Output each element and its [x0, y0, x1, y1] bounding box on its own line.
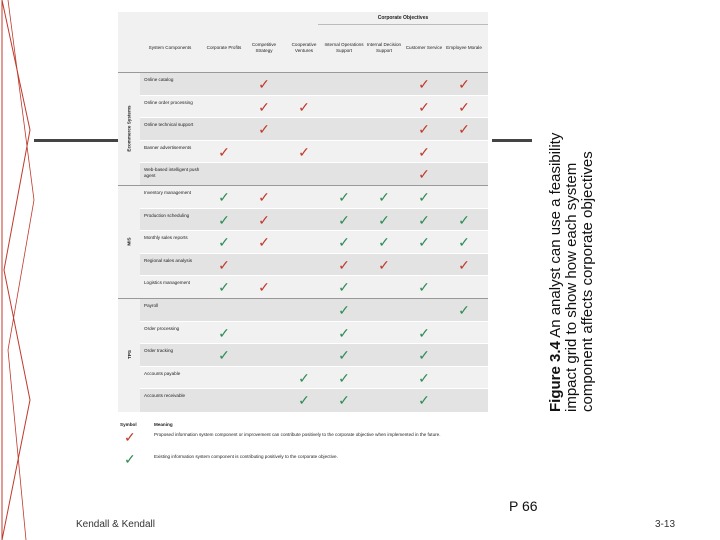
existing-check-icon: ✓	[218, 211, 230, 228]
existing-check-icon: ✓	[218, 347, 230, 364]
existing-check-icon: ✓	[418, 369, 430, 386]
grid-row	[140, 230, 488, 254]
existing-check-icon: ✓	[338, 211, 350, 228]
grid-row	[140, 72, 488, 96]
existing-check-icon: ✓	[418, 347, 430, 364]
legend-symbol-header: Symbol	[120, 422, 137, 427]
column-header: Customer Service	[405, 45, 443, 51]
row-label: Order tracking	[144, 348, 174, 354]
existing-check-icon: ✓	[298, 392, 310, 409]
existing-check-icon: ✓	[458, 211, 470, 228]
green-check-icon: ✓	[124, 451, 136, 467]
column-header: Cooperative Ventures	[291, 42, 317, 53]
row-label: Inventory management	[144, 190, 191, 195]
existing-check-icon: ✓	[418, 392, 430, 409]
existing-check-icon: ✓	[338, 392, 350, 409]
group-divider	[118, 72, 488, 73]
row-label: Online order processing	[144, 99, 193, 105]
row-label: Web-based intelligent push agent	[144, 167, 200, 178]
existing-check-icon: ✓	[418, 234, 430, 251]
existing-check-icon: ✓	[418, 189, 430, 205]
existing-check-icon: ✓	[378, 234, 390, 251]
legend-meaning: Proposed information system component or improvement can contribute positively to the corporate objective when implemented in the future.	[154, 432, 441, 437]
slide-border-decoration	[0, 0, 38, 540]
proposed-check-icon: ✓	[418, 98, 430, 115]
proposed-check-icon: ✓	[258, 189, 270, 205]
proposed-check-icon: ✓	[258, 98, 270, 115]
column-header: Internal Operations Support	[324, 42, 364, 53]
group-divider	[118, 298, 488, 299]
row-label: Payroll	[144, 303, 159, 308]
existing-check-icon: ✓	[458, 234, 470, 251]
proposed-check-icon: ✓	[458, 76, 470, 92]
grid-row	[140, 298, 488, 322]
grid-row	[140, 140, 488, 164]
group-label: MIS	[126, 237, 132, 246]
row-label: Regional sales analysis	[144, 257, 193, 263]
proposed-check-icon: ✓	[418, 166, 430, 183]
existing-check-icon: ✓	[378, 211, 390, 228]
row-label: Order processing	[144, 325, 180, 331]
existing-check-icon: ✓	[418, 279, 430, 296]
grid-row	[140, 208, 488, 232]
grid-row	[140, 388, 488, 412]
existing-check-icon: ✓	[338, 302, 350, 318]
row-label: Logistics management	[144, 280, 190, 286]
row-label: Monthly sales reports	[144, 235, 188, 241]
page-reference: P 66	[509, 498, 538, 514]
proposed-check-icon: ✓	[258, 279, 270, 296]
existing-check-icon: ✓	[338, 324, 350, 341]
proposed-check-icon: ✓	[458, 121, 470, 138]
group-label: Ecommerce Systems	[126, 105, 132, 152]
existing-check-icon: ✓	[218, 279, 230, 296]
grid-row	[140, 117, 488, 141]
grid-row	[140, 321, 488, 345]
existing-check-icon: ✓	[378, 189, 390, 205]
grid-row	[140, 162, 488, 186]
proposed-check-icon: ✓	[258, 121, 270, 138]
column-header: Employee Morale	[446, 45, 482, 51]
proposed-check-icon: ✓	[458, 98, 470, 115]
corner-label: System Components	[148, 45, 192, 51]
existing-check-icon: ✓	[338, 369, 350, 386]
proposed-check-icon: ✓	[218, 256, 230, 273]
feasibility-impact-grid	[118, 12, 488, 412]
grid-row	[140, 366, 488, 390]
proposed-check-icon: ✓	[418, 76, 430, 92]
proposed-check-icon: ✓	[298, 98, 310, 115]
legend-meaning-header: Meaning	[154, 422, 173, 427]
existing-check-icon: ✓	[418, 324, 430, 341]
proposed-check-icon: ✓	[418, 143, 430, 160]
red-check-icon: ✓	[124, 429, 136, 445]
existing-check-icon: ✓	[458, 302, 470, 318]
row-label: Online technical support	[144, 122, 194, 128]
rule-left	[34, 139, 120, 142]
group-divider	[118, 185, 488, 186]
row-label: Online catalog	[144, 77, 174, 82]
column-header: Internal Decision Support	[366, 42, 402, 53]
group-label: TPS	[126, 350, 132, 359]
proposed-check-icon: ✓	[378, 256, 390, 273]
row-label: Accounts payable	[144, 370, 181, 376]
row-label: Accounts receivable	[144, 393, 186, 399]
existing-check-icon: ✓	[298, 369, 310, 386]
figure-label: Figure 3.4	[547, 341, 564, 412]
grid-row	[140, 95, 488, 119]
existing-check-icon: ✓	[418, 211, 430, 228]
grid-row	[140, 343, 488, 367]
existing-check-icon: ✓	[218, 234, 230, 251]
proposed-check-icon: ✓	[218, 143, 230, 160]
grid-row	[140, 253, 488, 277]
objectives-header: Corporate Objectives	[318, 12, 488, 25]
grid-row	[140, 185, 488, 209]
column-header: Competitive Strategy	[251, 42, 277, 53]
proposed-check-icon: ✓	[298, 143, 310, 160]
proposed-check-icon: ✓	[258, 76, 270, 92]
existing-check-icon: ✓	[338, 347, 350, 364]
proposed-check-icon: ✓	[418, 121, 430, 138]
footer-page-number: 3-13	[655, 519, 676, 530]
existing-check-icon: ✓	[218, 324, 230, 341]
proposed-check-icon: ✓	[338, 256, 350, 273]
row-label: Banner advertisements	[144, 144, 192, 150]
proposed-check-icon: ✓	[258, 211, 270, 228]
proposed-check-icon: ✓	[258, 234, 270, 251]
legend	[118, 418, 488, 478]
column-header: Corporate Profits	[206, 45, 242, 51]
row-label: Production scheduling	[144, 212, 190, 218]
legend-meaning: Existing information system component is contributing positively to the corporate objective.	[154, 454, 338, 459]
existing-check-icon: ✓	[218, 189, 230, 205]
existing-check-icon: ✓	[338, 234, 350, 251]
existing-check-icon: ✓	[338, 189, 350, 205]
figure-caption-text: An analyst can use a feasibility impact grid to show how each system component affects corporate objectives	[547, 132, 596, 412]
grid-row	[140, 275, 488, 299]
footer-author: Kendall & Kendall	[76, 519, 155, 530]
rule-right	[492, 139, 532, 142]
existing-check-icon: ✓	[338, 279, 350, 296]
proposed-check-icon: ✓	[458, 256, 470, 273]
